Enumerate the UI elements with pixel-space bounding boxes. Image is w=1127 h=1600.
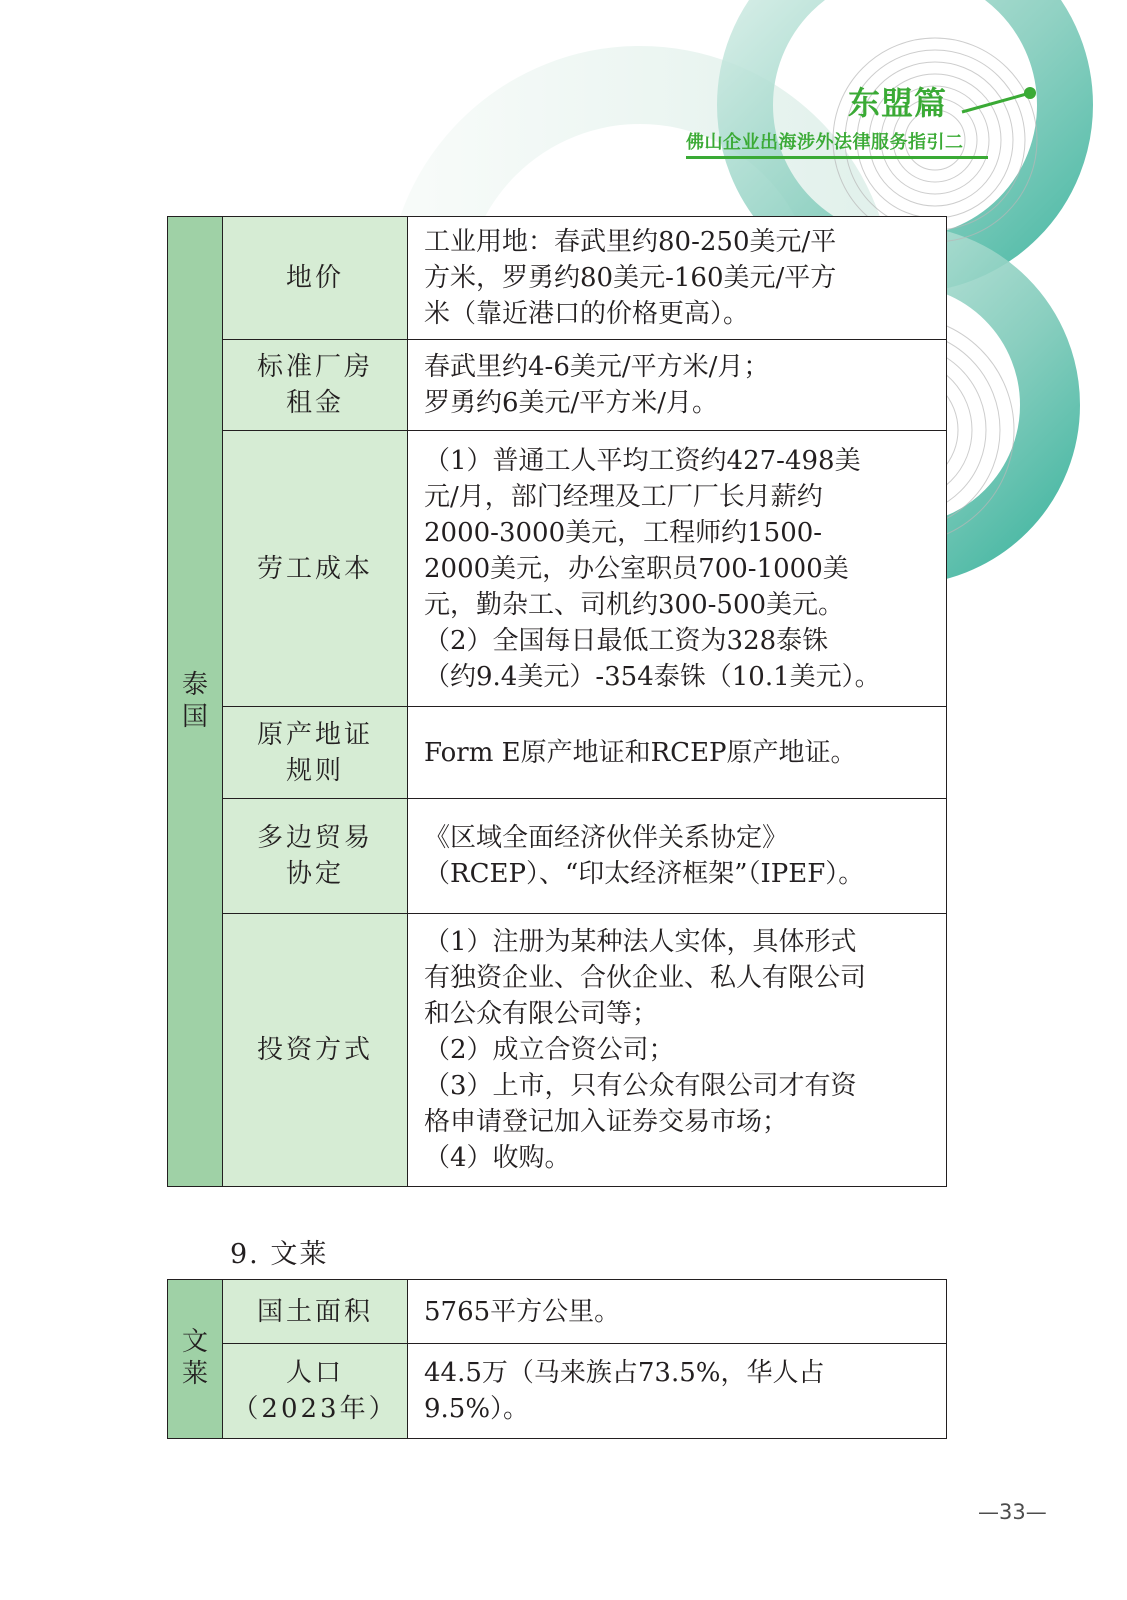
label-cell — [223, 217, 408, 340]
page-number: —33— — [978, 1500, 1047, 1524]
value-text: 元，勤杂工、司机约300-500美元。 — [424, 589, 845, 620]
label-text: 国土面积 — [256, 1296, 373, 1327]
value-text: 2000美元，办公室职员700-1000美 — [424, 553, 849, 584]
label-text: 原产地证 — [256, 719, 373, 750]
value-text: 《区域全面经济伙伴关系协定》 — [424, 823, 789, 853]
thailand-info-table — [167, 216, 947, 1187]
label-text: 协定 — [285, 859, 344, 889]
label-text: 地价 — [285, 263, 344, 293]
country-cell-brunei — [168, 1280, 223, 1439]
label-cell — [223, 340, 408, 431]
value-text: 9.5%）。 — [424, 1394, 530, 1424]
label-text: 租金 — [285, 388, 344, 418]
value-text: （约9.4美元）-354泰铢（10.1美元）。 — [424, 661, 881, 692]
value-text: 方米，罗勇约80美元-160美元/平方 — [424, 263, 837, 293]
label-cell — [223, 1280, 408, 1344]
label-text: 人口 — [285, 1358, 344, 1388]
value-text: 工业用地：春武里约80-250美元/平 — [424, 227, 837, 257]
country-name: 泰国 — [181, 669, 208, 732]
table-row — [168, 340, 947, 431]
table-row — [168, 431, 947, 707]
brunei-info-table — [167, 1279, 947, 1439]
value-text: 5765平方公里。 — [424, 1296, 621, 1327]
label-cell — [223, 707, 408, 799]
value-text: （3）上市，只有公众有限公司才有资 — [424, 1071, 857, 1101]
value-cell — [408, 217, 947, 340]
value-text: 米（靠近港口的价格更高）。 — [424, 299, 750, 329]
value-text: 44.5万（马来族占73.5%，华人占 — [424, 1358, 825, 1388]
value-cell — [408, 340, 947, 431]
label-text: 规则 — [285, 755, 344, 786]
label-text: 多边贸易 — [256, 823, 373, 853]
table-row — [168, 1280, 947, 1344]
value-cell — [408, 1344, 947, 1439]
value-cell — [408, 707, 947, 799]
header-subtitle: 佛山企业出海涉外法律服务指引二 — [686, 132, 964, 153]
value-cell — [408, 799, 947, 914]
value-text: （1）注册为某种法人实体，具体形式 — [424, 927, 857, 957]
value-cell — [408, 431, 947, 707]
value-text: （1）普通工人平均工资约427-498美 — [424, 445, 861, 476]
country-cell-thailand — [168, 217, 223, 1187]
value-text: 格申请登记加入证券交易市场； — [424, 1107, 789, 1137]
table-row — [168, 1344, 947, 1439]
value-text: 罗勇约6美元/平方米/月。 — [424, 388, 719, 418]
label-text: （2023年） — [232, 1394, 398, 1424]
header-title: 东盟篇 — [848, 84, 948, 122]
value-text: （RCEP）、“印太经济框架”（IPEF）。 — [424, 859, 865, 889]
header-underline — [686, 156, 988, 159]
value-text: 和公众有限公司等； — [424, 999, 659, 1029]
value-text: 春武里约4-6美元/平方米/月； — [424, 352, 770, 382]
section-heading-brunei: 9. 文莱 — [230, 1239, 329, 1270]
label-cell — [223, 431, 408, 707]
value-text: 2000-3000美元，工程师约1500- — [424, 517, 823, 548]
table-row — [168, 707, 947, 799]
label-cell — [223, 914, 408, 1187]
table-row — [168, 217, 947, 340]
value-text: （2）成立合资公司； — [424, 1035, 675, 1065]
value-text: 元/月，部门经理及工厂厂长月薪约 — [424, 481, 823, 512]
label-cell — [223, 1344, 408, 1439]
table-row — [168, 914, 947, 1187]
value-cell — [408, 1280, 947, 1344]
value-text: （4）收购。 — [424, 1143, 571, 1173]
value-cell — [408, 914, 947, 1187]
value-text: Form E原产地证和RCEP原产地证。 — [424, 737, 857, 768]
country-name: 文莱 — [181, 1327, 208, 1389]
label-text: 投资方式 — [256, 1035, 373, 1065]
label-cell — [223, 799, 408, 914]
value-text: 有独资企业、合伙企业、私人有限公司 — [424, 963, 867, 993]
value-text: （2）全国每日最低工资为328泰铢 — [424, 625, 829, 656]
label-text: 标准厂房 — [256, 352, 373, 382]
table-row — [168, 799, 947, 914]
label-text: 劳工成本 — [256, 553, 373, 584]
